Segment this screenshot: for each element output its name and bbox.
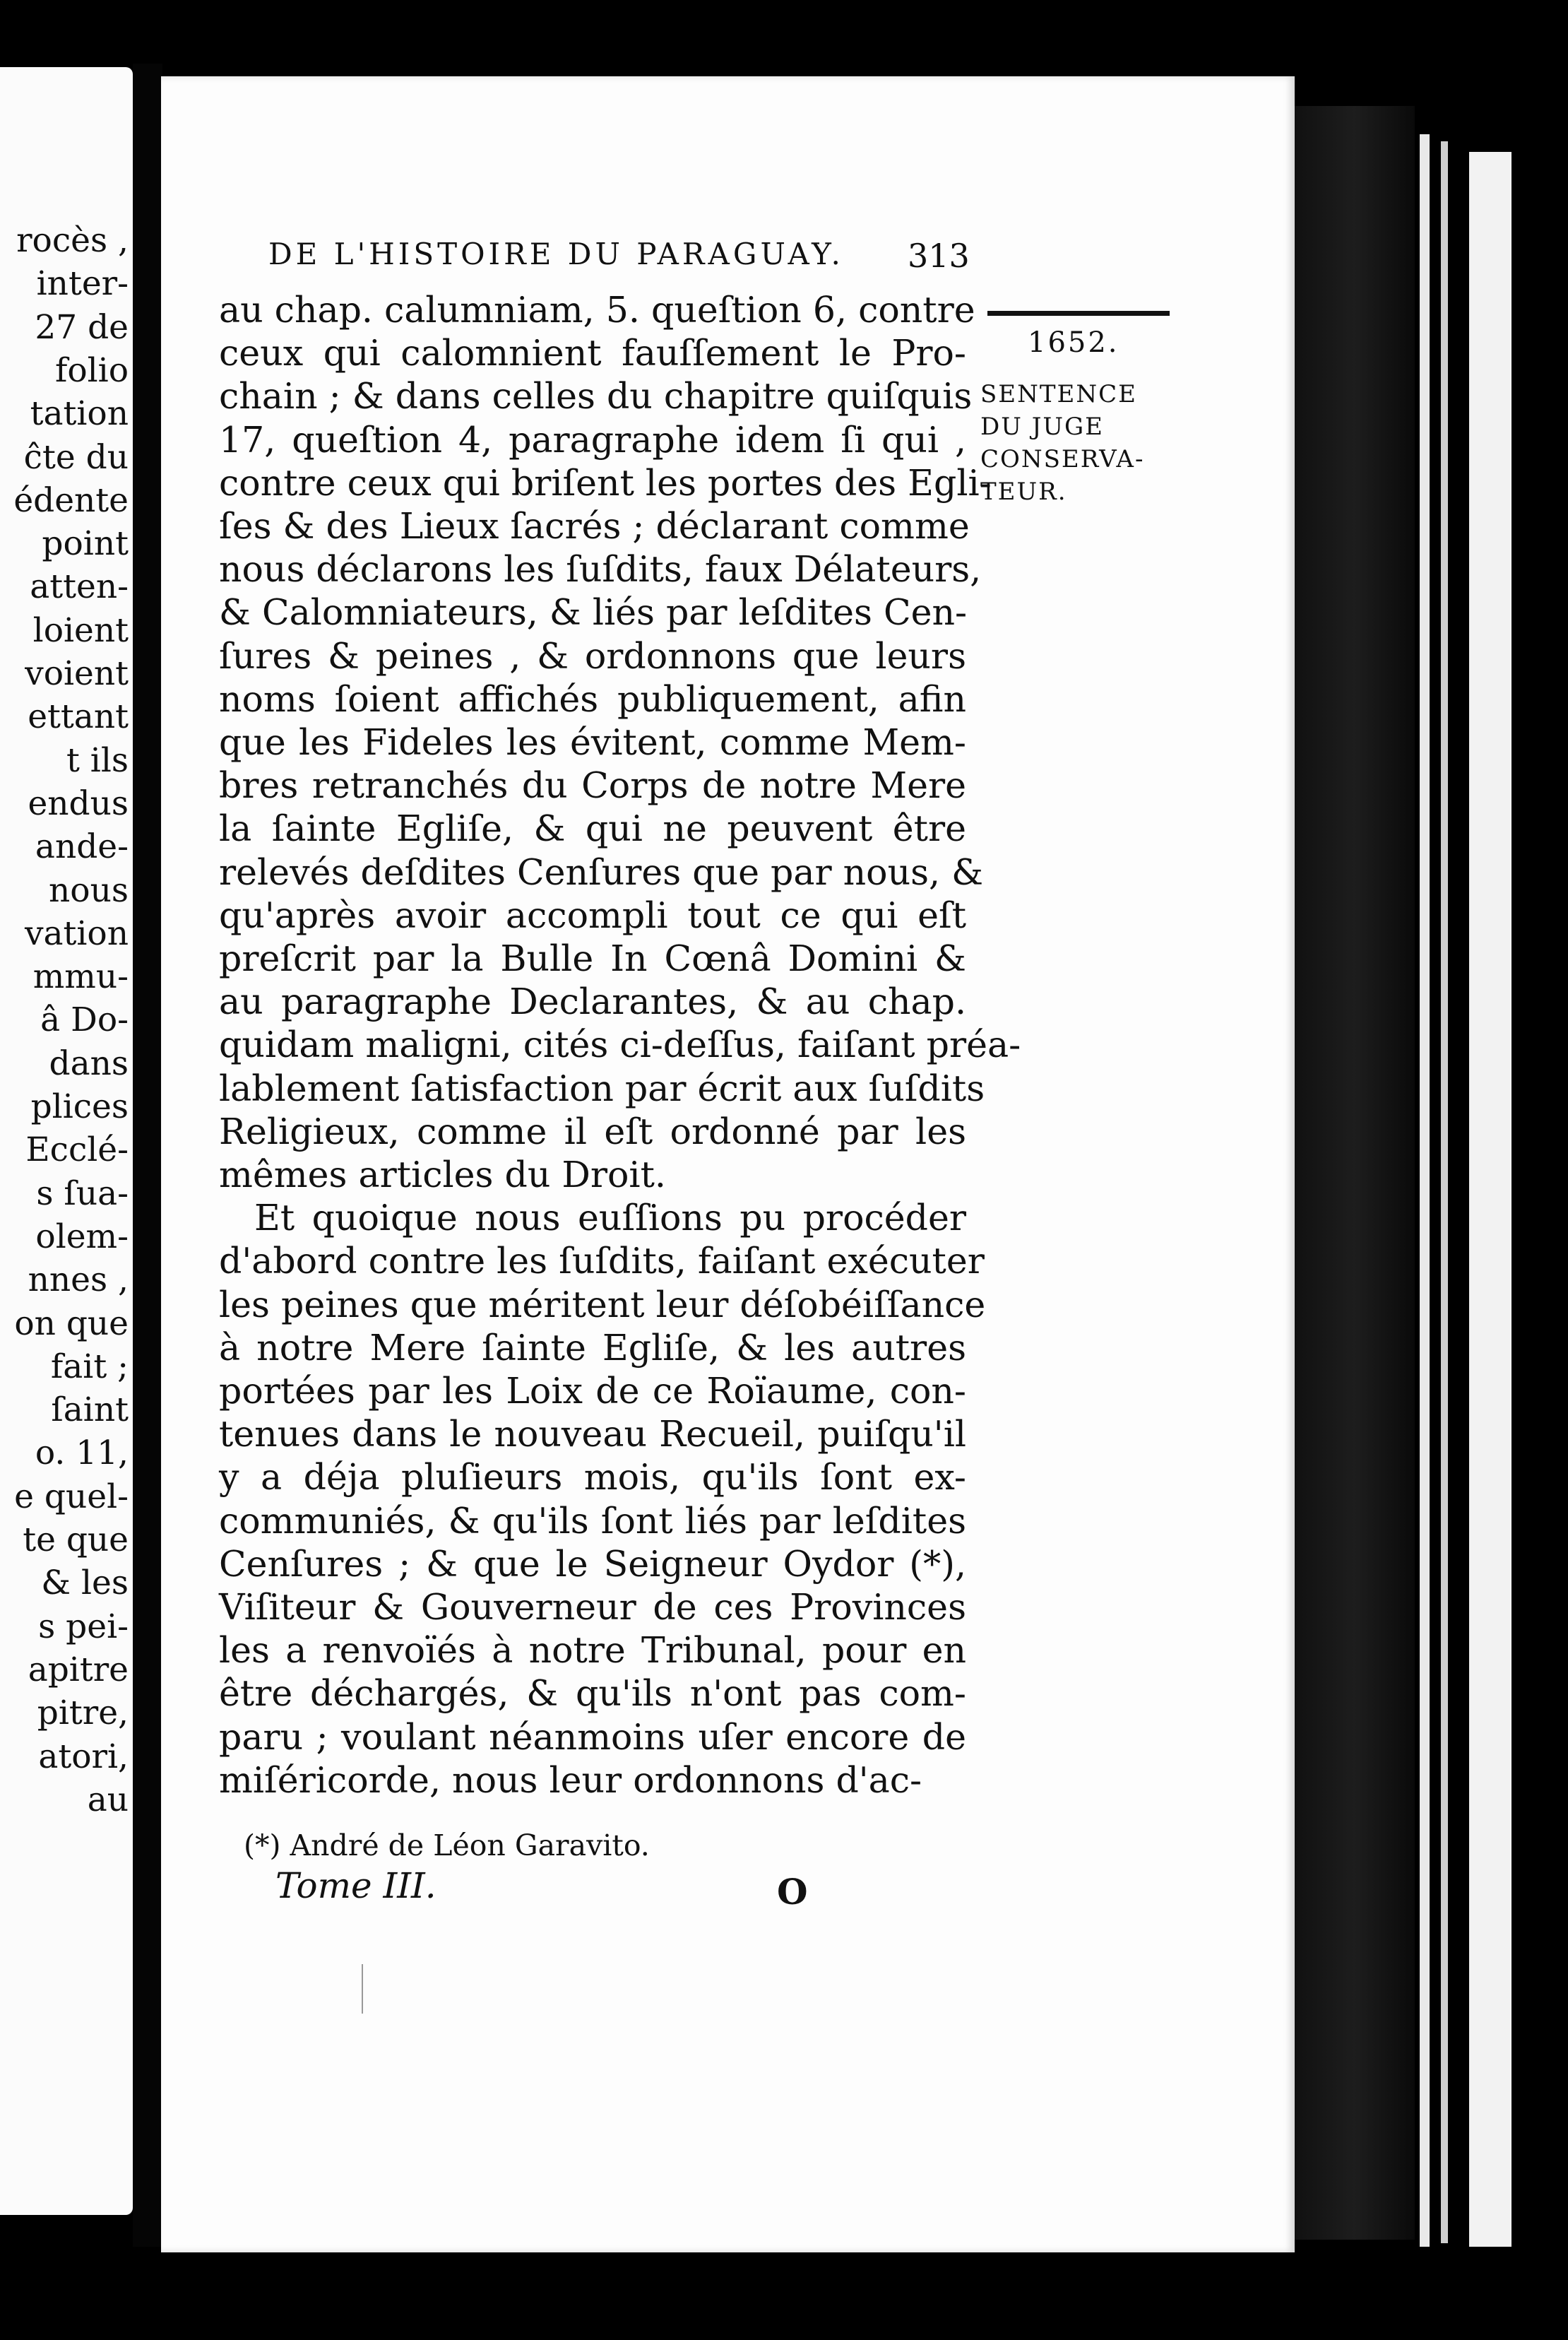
left-page — [0, 67, 133, 2215]
text-line: & Calomniateurs, & liés par leſdites Cen- — [219, 591, 968, 634]
margin-note — [980, 378, 1168, 508]
left-page-fragment: fait ; — [50, 1347, 129, 1386]
left-page-fragment: loient — [32, 610, 129, 650]
left-page-fragment: ĉte du — [23, 437, 129, 477]
left-page-fragment: o. 11, — [35, 1434, 129, 1473]
margin-note-line: SENTENCE — [980, 380, 1137, 408]
left-page-fragment: te que — [23, 1520, 129, 1559]
margin-year: 1652. — [1028, 326, 1119, 359]
page-edge-strip — [1441, 141, 1448, 2243]
left-page-fragment: voient — [25, 654, 129, 693]
left-page-fragment: on que — [14, 1304, 129, 1343]
text-line: 17, queſtion 4, paragraphe idem ſi qui , — [219, 418, 966, 461]
left-page-fragment: endus — [28, 784, 129, 823]
text-line: miſéricorde, nous leur ordonnons d'ac- — [219, 1759, 922, 1801]
text-line: les a renvoïés à notre Tribunal, pour en — [219, 1629, 966, 1672]
text-line: qu'après avoir accompli tout ce qui eſt — [219, 894, 966, 936]
page-edges — [1295, 106, 1415, 2240]
text-line: la ſainte Egliſe, & qui ne peuvent être — [219, 808, 966, 850]
text-line: les peines que méritent leur déſobéiſſance — [219, 1283, 986, 1325]
left-page-fragment: édente — [13, 480, 129, 520]
left-page-fragment: & les — [41, 1564, 129, 1603]
text-line: que les Fideles les évitent, comme Mem- — [219, 721, 966, 763]
left-page-fragment: s ſua- — [36, 1174, 129, 1213]
left-page-fragment: e quel- — [14, 1477, 129, 1516]
left-page-fragment: nous — [49, 870, 129, 910]
margin-note-line: DU JUGE — [980, 413, 1104, 441]
text-line: être déchargés, & qu'ils n'ont pas com- — [219, 1672, 966, 1715]
left-page-fragment: Ecclé- — [25, 1130, 129, 1170]
text-line: au paragraphe Declarantes, & au chap. — [219, 981, 966, 1023]
stray-mark — [362, 1964, 363, 2014]
left-page-fragment: s pei- — [38, 1607, 129, 1646]
footnote: (*) André de Léon Garavito. — [244, 1828, 650, 1862]
left-page-fragment: ſaint — [51, 1390, 129, 1430]
text-line: tenues dans le nouveau Recueil, puiſqu'il — [219, 1413, 966, 1455]
text-line: noms ſoient affichés publiquement, afin — [219, 678, 966, 720]
text-line: ſes & des Lieux ſacrés ; déclarant comme — [219, 505, 970, 547]
left-page-fragment: ande- — [35, 827, 129, 867]
left-page-fragment: 27 de — [35, 307, 129, 347]
left-page-fragment: folio — [54, 350, 129, 390]
left-page-fragment: vation — [24, 914, 129, 953]
running-head: DE L'HISTOIRE DU PARAGUAY. — [268, 237, 844, 271]
left-page-fragment: atori, — [38, 1737, 129, 1776]
book-gutter — [133, 64, 162, 2247]
volume-signature: Tome III. — [275, 1865, 436, 1906]
margin-note-line: CONSERVA- — [980, 445, 1145, 473]
left-page-fragment: t ils — [66, 740, 129, 780]
left-page-fragment: apitre — [28, 1650, 129, 1689]
left-page-fragment: mmu- — [32, 957, 129, 997]
left-page-fragment: plices — [30, 1087, 129, 1126]
left-page-fragment: pitre, — [37, 1694, 129, 1733]
margin-note-line: TEUR. — [980, 478, 1067, 506]
text-line: Religieux, comme il eſt ordonné par les — [219, 1110, 966, 1152]
text-line: Et quoique nous euſſions pu procéder — [254, 1197, 966, 1239]
text-line: y a déja pluſieurs mois, qu'ils ſont ex- — [219, 1456, 966, 1499]
text-line: paru ; voulant néanmoins uſer encore de — [219, 1715, 966, 1758]
text-line: mêmes articles du Droit. — [219, 1154, 666, 1195]
left-page-fragment: au — [87, 1780, 129, 1819]
page-edge-strip — [1420, 134, 1430, 2247]
left-page-fragment: inter- — [36, 264, 129, 304]
text-line: preſcrit par la Bulle In Cœnâ Domini & — [219, 938, 966, 979]
left-page-fragment: nnes , — [28, 1260, 129, 1300]
text-line: quidam maligni, cités ci-deſſus, faiſant préa- — [219, 1024, 1021, 1066]
text-line: ſures & peines , & ordonnons que leurs — [219, 634, 966, 677]
left-page-fragment: rocès , — [16, 221, 129, 260]
text-line: portées par les Loix de ce Roïaume, con- — [219, 1370, 966, 1412]
text-line: lablement ſatisfaction par écrit aux ſuſdits — [219, 1067, 985, 1109]
left-page-fragment: point — [42, 524, 129, 564]
text-line: Cenſures ; & que le Seigneur Oydor (*), — [219, 1542, 966, 1585]
left-page-fragment: atten- — [30, 567, 129, 607]
text-line: Viſiteur & Gouverneur de ces Provinces — [219, 1586, 966, 1628]
text-line: communiés, & qu'ils ſont liés par leſdites — [219, 1499, 966, 1542]
left-page-fragment: olem- — [35, 1217, 129, 1256]
text-line: à notre Mere ſainte Egliſe, & les autres — [219, 1326, 966, 1369]
text-line: chain ; & dans celles du chapitre quiſquis — [219, 375, 973, 418]
left-page-fragment: dans — [49, 1044, 129, 1083]
text-line: bres retranchés du Corps de notre Mere — [219, 764, 966, 807]
margin-rule — [987, 311, 1170, 316]
text-line: contre ceux qui briſent les portes des Egli- — [219, 461, 992, 504]
text-line: relevés deſdites Cenſures que par nous, & — [219, 851, 984, 893]
page-edge-strip — [1469, 152, 1511, 2247]
text-line: au chap. calumniam, 5. queſtion 6, contre — [219, 289, 975, 331]
page-number: 313 — [908, 237, 970, 275]
text-line: d'abord contre les ſuſdits, faiſant exécuter — [219, 1240, 985, 1282]
text-line: ceux qui calomnient fauſſement le Pro- — [219, 332, 966, 374]
signature-mark: O — [777, 1871, 808, 1913]
text-line: nous déclarons les ſuſdits, faux Délateurs, — [219, 548, 982, 591]
left-page-fragment: â Do- — [40, 1000, 129, 1040]
left-page-fragment: ettant — [28, 697, 129, 737]
left-page-fragment: tation — [30, 394, 129, 434]
